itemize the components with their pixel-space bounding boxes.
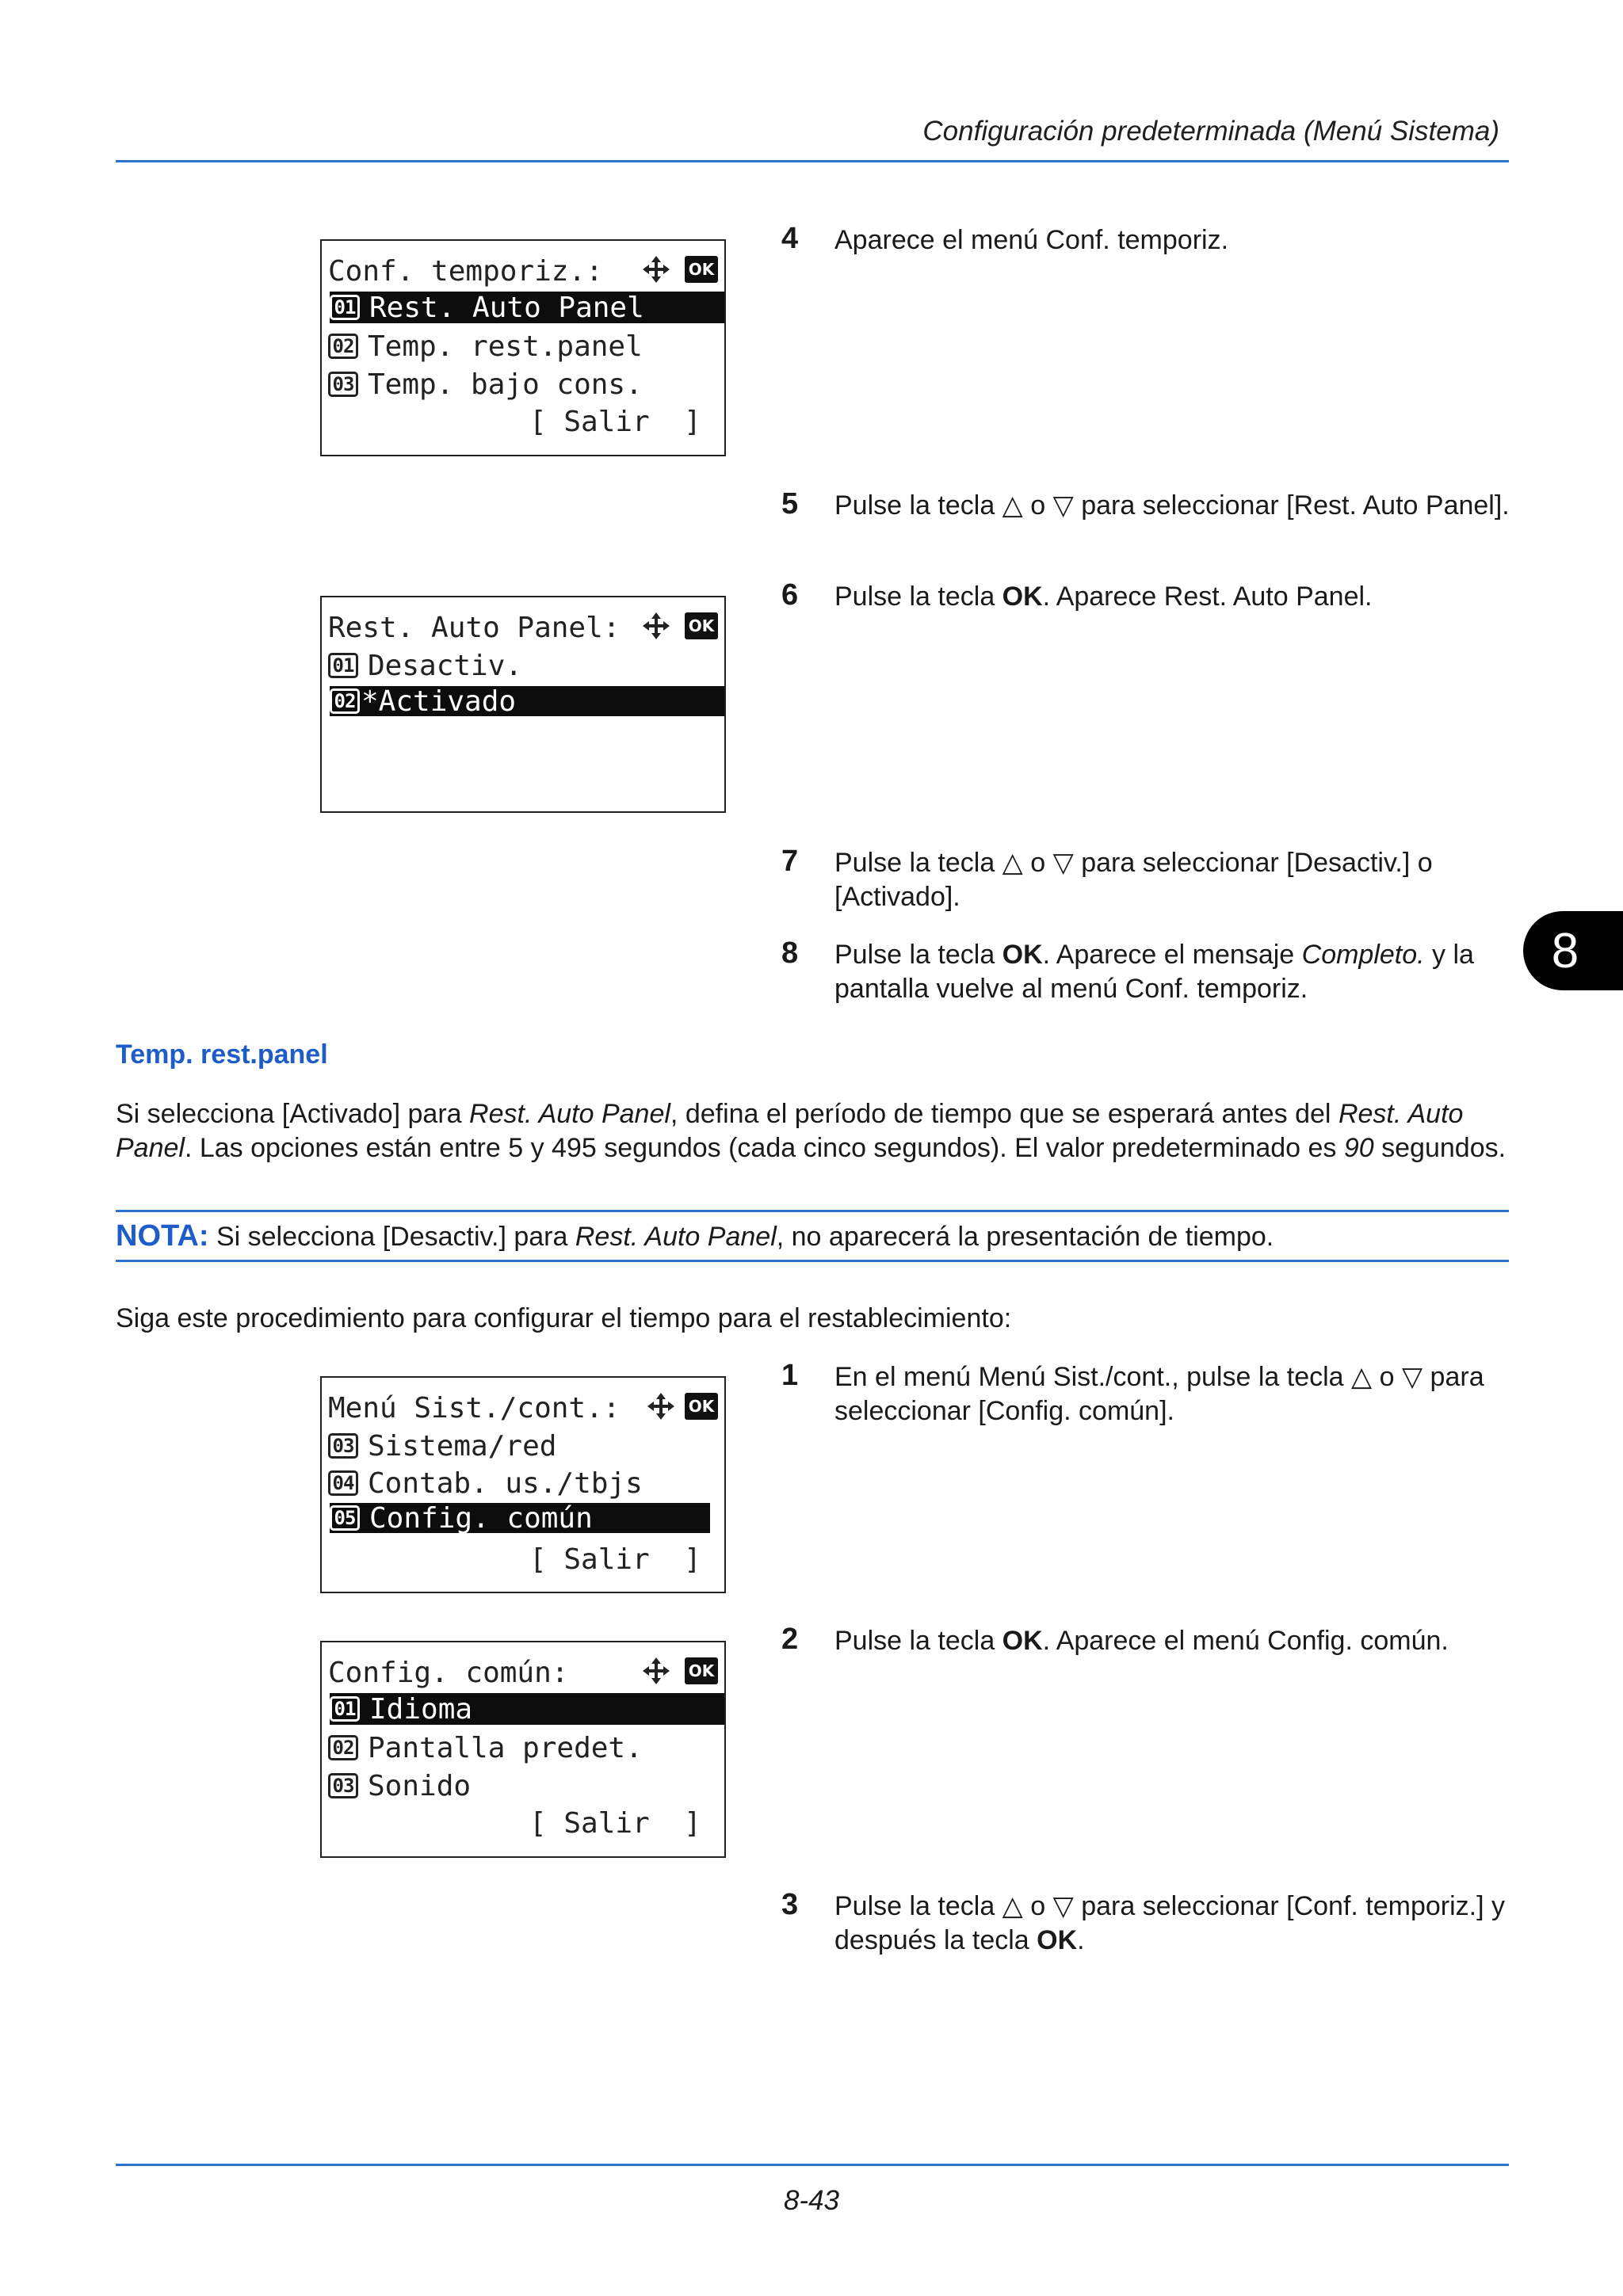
lcd-item-label: Idioma <box>369 1692 473 1726</box>
step-text-part: Pulse la tecla △ o ▽ para seleccionar [Conf. temporiz.] y después la tecla <box>834 1891 1505 1955</box>
navigation-arrows-icon <box>640 254 672 285</box>
lcd-menu-item-selected <box>330 1693 724 1725</box>
ok-key-reference: OK <box>1002 1626 1043 1656</box>
step-text-part: Pulse la tecla <box>834 582 1002 612</box>
lcd-title: Config. común: <box>328 1656 569 1689</box>
note-rule-top <box>116 1210 1509 1212</box>
footer-rule <box>116 2164 1509 2166</box>
step-number: 6 <box>781 578 799 612</box>
step-text: Aparece el menú Conf. temporiz. <box>834 225 1229 255</box>
paragraph-italic: Rest. Auto Panel <box>116 1099 1464 1163</box>
step-text-part: Pulse la tecla <box>834 940 1002 970</box>
lcd-item-label: Temp. bajo cons. <box>368 368 643 401</box>
item-number-badge: 02 <box>328 334 358 359</box>
paragraph-italic: Rest. Auto Panel <box>469 1099 670 1129</box>
lcd-screen-config-comun <box>320 1641 726 1858</box>
header-rule <box>116 160 1509 162</box>
step-text: Pulse la tecla △ o ▽ para seleccionar [Desactiv.] o [Activado]. <box>834 848 1433 912</box>
item-number-badge: 05 <box>330 1505 360 1531</box>
navigation-arrows-icon <box>640 610 672 642</box>
step-text <box>834 1890 1516 1958</box>
step-text-part: . Aparece Rest. Auto Panel. <box>1042 582 1373 612</box>
step-text: En el menú Menú Sist./cont., pulse la tecla △ o ▽ para seleccionar [Config. común]. <box>834 1362 1484 1426</box>
note-text: , no aparecerá la presentación de tiempo. <box>776 1222 1274 1252</box>
ok-key-icon <box>685 1393 718 1420</box>
step-text-part: Pulse la tecla <box>834 1626 1002 1656</box>
lcd-exit-label: [ Salir ] <box>529 405 701 438</box>
lcd-menu-item <box>328 1467 724 1499</box>
lcd-menu-item <box>328 330 724 362</box>
paragraph-italic: 90 <box>1343 1133 1374 1163</box>
paragraph-part: Si selecciona [Activado] para <box>116 1099 470 1129</box>
lcd-item-label: Temp. rest.panel <box>368 330 643 363</box>
item-number-badge: 03 <box>328 1433 358 1459</box>
lcd-exit-softkey <box>529 1543 724 1575</box>
note-italic: Rest. Auto Panel <box>575 1222 777 1252</box>
chapter-tab <box>1523 911 1623 990</box>
ok-key-icon <box>685 256 718 283</box>
paragraph-part: . Las opciones están entre 5 y 495 segundos (cada cinco segundos). El valor predeterminado es <box>184 1133 1344 1163</box>
item-number-badge: 01 <box>330 295 360 320</box>
step-text-part: . Aparece el mensaje <box>1042 940 1302 970</box>
item-number-badge: 03 <box>328 1773 358 1798</box>
item-number-badge: 01 <box>330 1696 360 1722</box>
lcd-item-label: Pantalla predet. <box>368 1731 643 1764</box>
navigation-arrows-icon <box>645 1390 677 1422</box>
page-number: 8-43 <box>783 2185 840 2216</box>
step-number: 4 <box>781 222 799 255</box>
ok-key-icon <box>685 612 718 639</box>
lcd-screen-rest-auto-panel <box>320 596 726 813</box>
lcd-menu-item <box>328 650 724 681</box>
lcd-item-label: Desactiv. <box>368 649 523 682</box>
chapter-number: 8 <box>1551 923 1579 978</box>
lcd-title: Conf. temporiz.: <box>328 254 603 288</box>
ok-key-label: OK <box>688 616 715 635</box>
lcd-menu-item-selected <box>330 292 724 323</box>
step-number: 8 <box>781 936 799 970</box>
step-number: 1 <box>781 1359 799 1392</box>
procedure-intro: Siga este procedimiento para configurar el tiempo para el restablecimiento: <box>116 1303 1012 1333</box>
lcd-item-label: Config. común <box>369 1501 593 1535</box>
lcd-menu-item <box>328 1770 724 1802</box>
note-label: NOTA: <box>116 1219 209 1253</box>
message-name: Completo. <box>1301 940 1425 970</box>
lcd-screen-conf-temporiz <box>320 239 726 456</box>
step-text-part: . Aparece el menú Config. común. <box>1042 1626 1449 1656</box>
section-paragraph <box>116 1097 1510 1165</box>
lcd-screen-menu-sist <box>320 1376 726 1593</box>
ok-key-reference: OK <box>1037 1925 1078 1955</box>
navigation-arrows-icon <box>640 1655 672 1687</box>
lcd-menu-item <box>328 1430 724 1462</box>
step-number: 2 <box>781 1623 799 1656</box>
step-text <box>834 1624 1516 1658</box>
item-number-badge: 04 <box>328 1470 358 1496</box>
step-number: 7 <box>781 845 799 878</box>
lcd-menu-item <box>328 368 724 400</box>
lcd-exit-softkey <box>529 406 724 437</box>
ok-key-icon <box>685 1657 718 1684</box>
note-box <box>116 1216 1510 1257</box>
lcd-exit-softkey <box>529 1807 724 1839</box>
item-number-badge: 01 <box>328 653 358 678</box>
item-number-badge: 02 <box>330 688 360 714</box>
lcd-exit-label: [ Salir ] <box>529 1806 701 1840</box>
ok-key-label: OK <box>688 1661 715 1680</box>
step-number: 3 <box>781 1888 799 1921</box>
step-text-part: . <box>1077 1925 1085 1955</box>
lcd-item-label: Sistema/red <box>368 1429 557 1463</box>
lcd-menu-item <box>328 1732 724 1764</box>
lcd-menu-item-selected <box>330 686 724 716</box>
note-text: Si selecciona [Desactiv.] para <box>208 1222 575 1252</box>
paragraph-part: , defina el período de tiempo que se esperará antes del <box>670 1099 1338 1129</box>
step-text-part: y la pantalla vuelve al menú Conf. temporiz. <box>834 940 1474 1004</box>
step-text <box>834 580 1516 614</box>
lcd-exit-label: [ Salir ] <box>529 1543 701 1576</box>
lcd-item-label: Rest. Auto Panel <box>369 291 644 324</box>
lcd-item-label: Sonido <box>368 1769 472 1802</box>
step-text: Pulse la tecla △ o ▽ para seleccionar [Rest. Auto Panel]. <box>834 490 1510 521</box>
paragraph-part: segundos. <box>1373 1133 1507 1163</box>
ok-key-reference: OK <box>1002 940 1043 970</box>
ok-key-label: OK <box>688 1397 715 1416</box>
lcd-title: Menú Sist./cont.: <box>328 1391 621 1425</box>
ok-key-label: OK <box>688 260 715 279</box>
step-number: 5 <box>781 487 799 521</box>
lcd-item-label: *Activado <box>361 685 517 718</box>
item-number-badge: 03 <box>328 372 358 397</box>
step-text <box>834 938 1516 1006</box>
lcd-menu-item-selected <box>330 1503 710 1533</box>
running-header: Configuración predeterminada (Menú Sistema) <box>922 116 1499 147</box>
item-number-badge: 02 <box>328 1735 358 1760</box>
ok-key-reference: OK <box>1002 582 1043 612</box>
lcd-item-label: Contab. us./tbjs <box>368 1466 643 1500</box>
lcd-title: Rest. Auto Panel: <box>328 611 621 644</box>
section-heading: Temp. rest.panel <box>116 1039 328 1070</box>
note-rule-bottom <box>116 1260 1509 1262</box>
